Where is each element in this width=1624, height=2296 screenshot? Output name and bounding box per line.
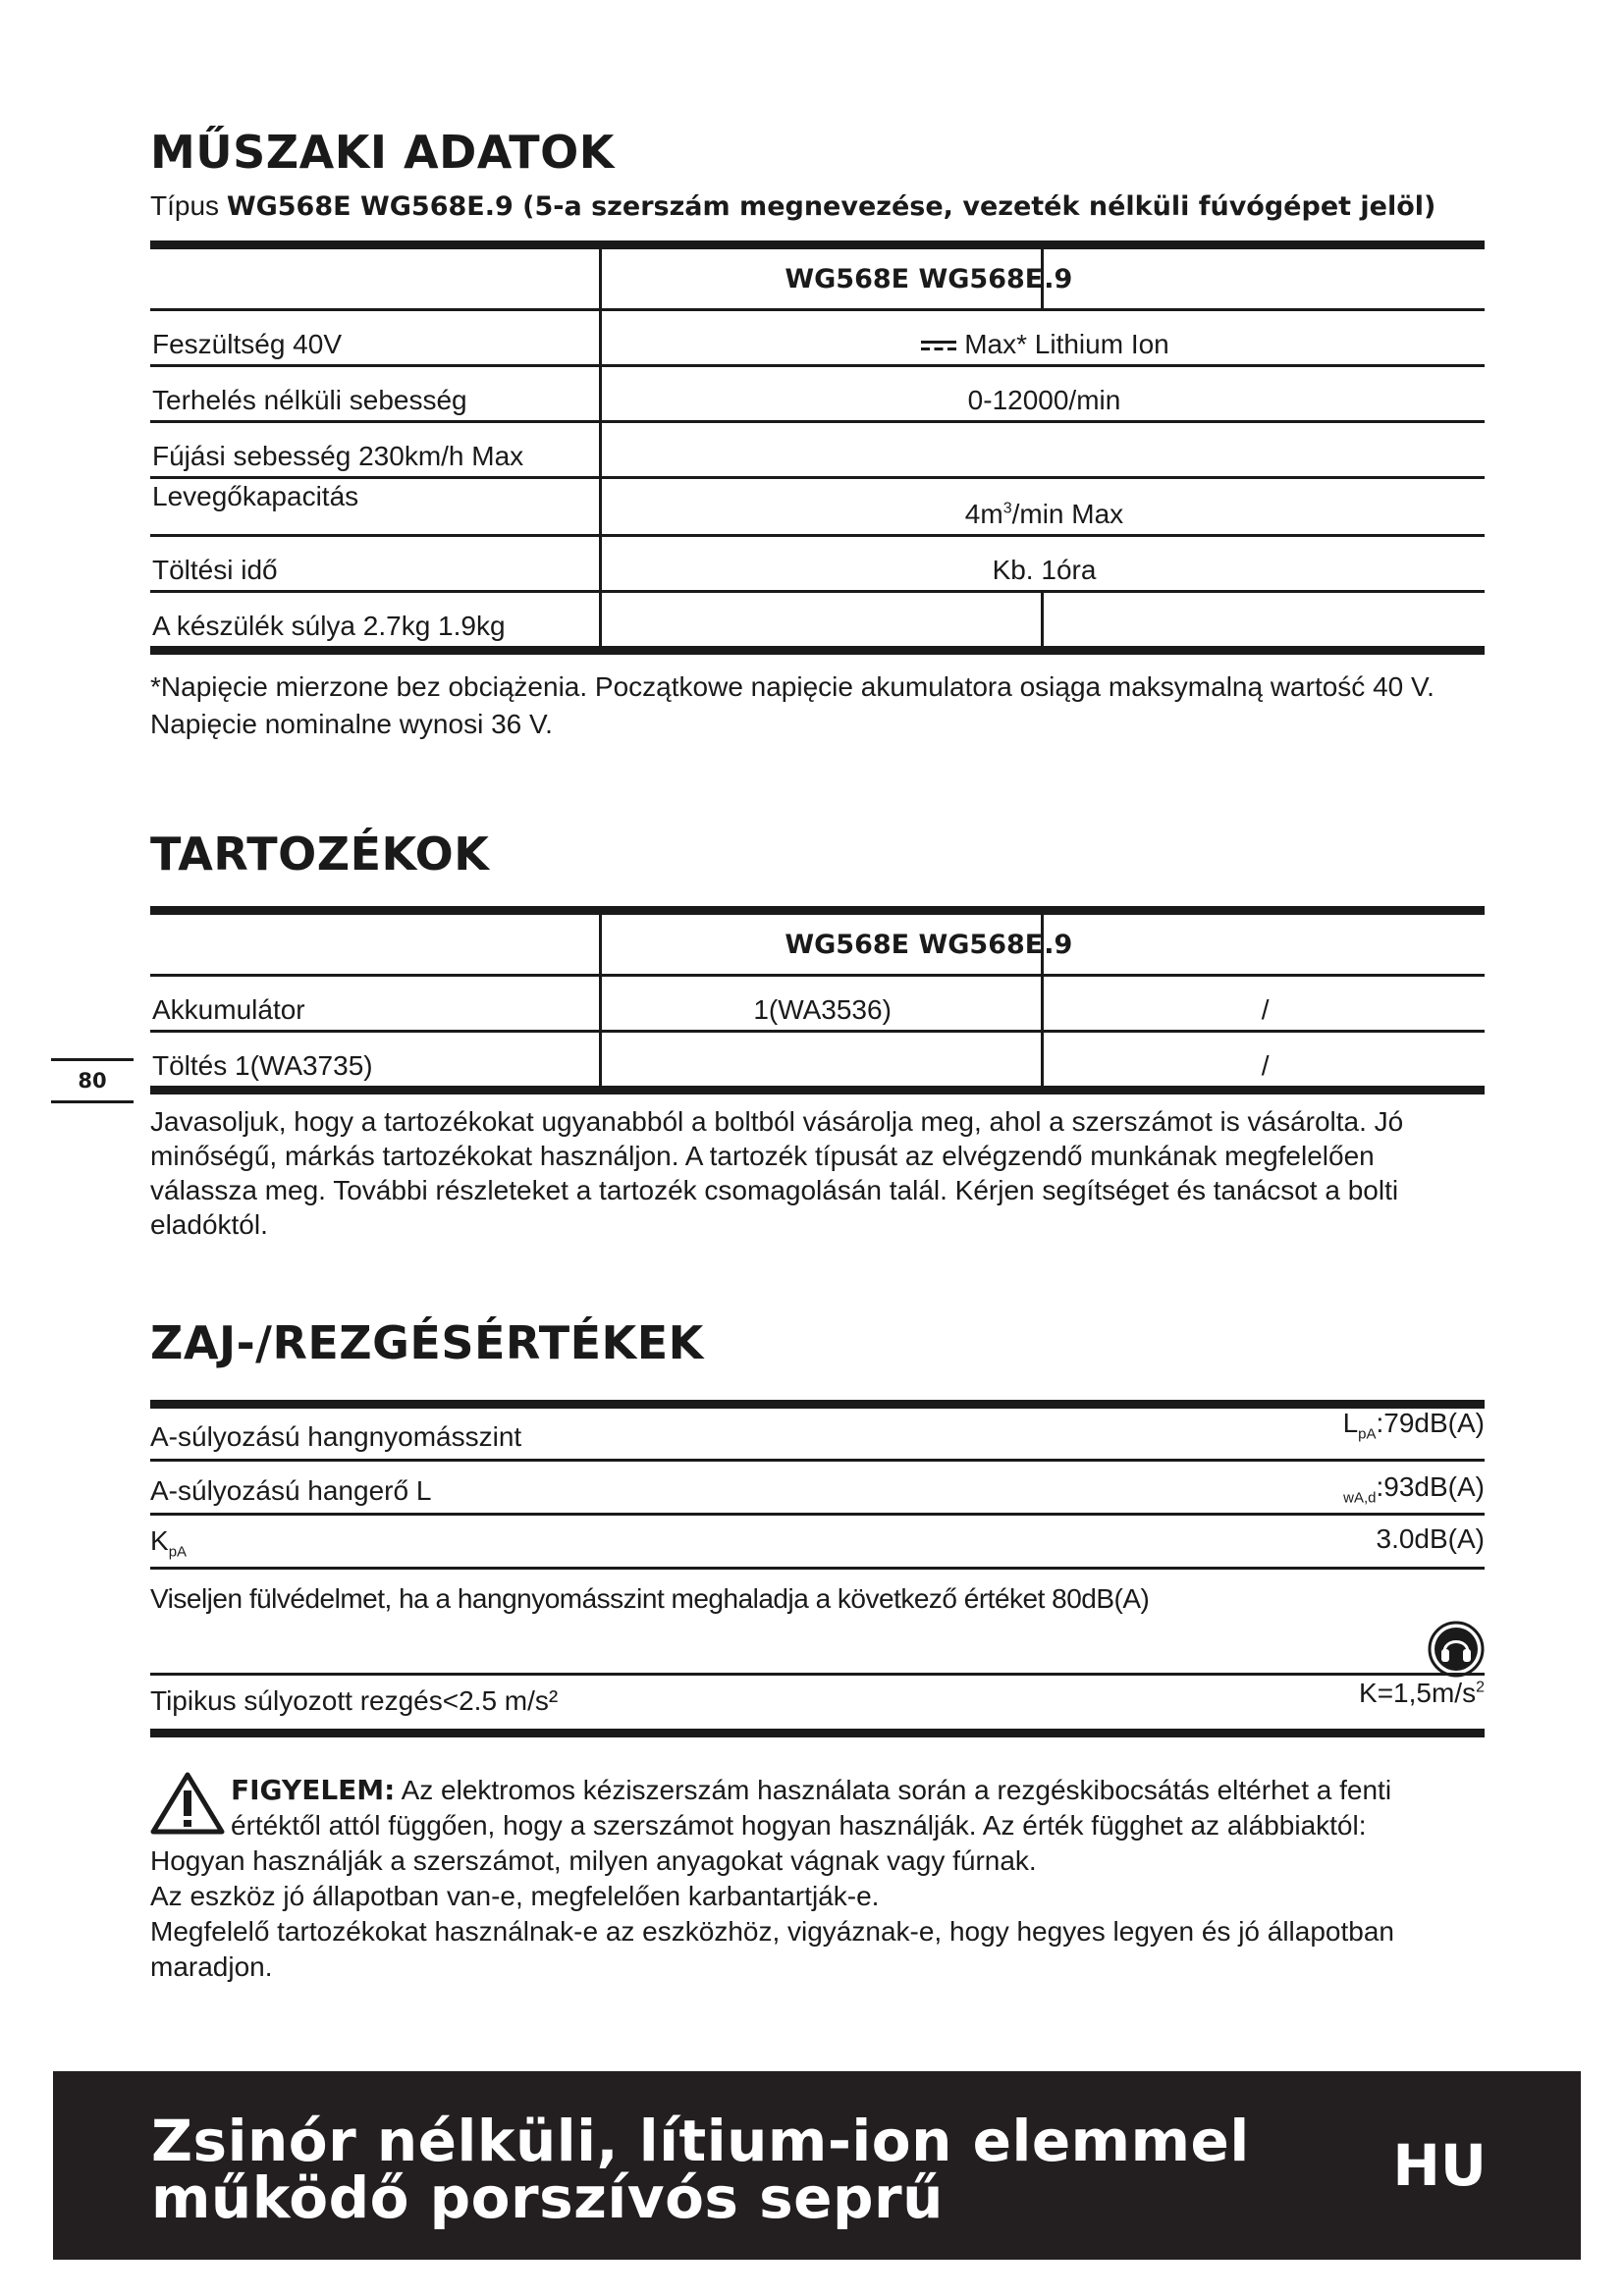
row-value: 0-12000/min (601, 365, 1486, 421)
accessories-advice: Javasoljuk, hogy a tartozékokat ugyanabból a boltból vásárolja meg, ahol a szerszámot is vásárolta. Jó minőségű, márkás tartozékokat használjon. A tartozék típusát az elvégzendő munkának megfelelően válassza meg. További részleteket a tartozék csomagolásán talál. Kérjen segítséget és tanácsot a bolti eladóktól. (150, 1106, 1404, 1241)
row-label: $K_{pA}$ (150, 1525, 188, 1561)
row-value: $K=1,5m/s^2$ (1359, 1677, 1485, 1708)
type-bold: WG568E WG568E.9 (5-a szerszám megnevezése, vezeték nélküli fúvógépet jelöl) (226, 190, 1436, 222)
table-row (150, 976, 1485, 1032)
row-label: Feszültség 40V (150, 309, 601, 365)
footer-banner (53, 2071, 1581, 2260)
accessories-model-header-a: WG568E WG568E (785, 930, 1044, 961)
table-row (150, 591, 1485, 650)
warning-line: Az eszköz jó állapotban van-e, megfelelően karbantartják-e. (150, 1880, 880, 1911)
page-number-marker (51, 1058, 134, 1103)
dc-symbol-icon (919, 329, 964, 359)
row-label: Akkumulátor (150, 976, 601, 1032)
row-label: Viseljen fülvédelmet, ha a hangnyomásszint meghaladja a következő értéket 80dB(A) (150, 1582, 1150, 1614)
noise-row-ear-protection (150, 1567, 1485, 1673)
page-content (150, 128, 1485, 1985)
warning-intro: Az elektromos kéziszerszám használata során a rezgéskibocsátás eltérhet a fenti értéktől attól függően, hogy a szerszámot hogyan használják. Az érték függhet az alábbiaktól: (231, 1774, 1392, 1841)
table-row (150, 535, 1485, 591)
warning-label: FIGYELEM: (231, 1773, 396, 1806)
accessories-table (150, 906, 1485, 1095)
row-label: Levegőkapacitás (150, 477, 601, 535)
specs-model-header-a: WG568E WG568E (785, 263, 1044, 294)
accessories-model-header-b: .9 (1044, 930, 1073, 961)
footer-title: Zsinór nélküli, lítium-ion elemmel működő porszívós seprű (151, 2108, 1250, 2231)
warning-block (150, 1773, 1485, 1985)
specs-model-header-b: .9 (1044, 263, 1073, 294)
row-col-a (601, 1032, 1043, 1091)
specs-footnote: *Napięcie mierzone bez obciążenia. Początkowe napięcie akumulatora osiąga maksymalną wartość 40 V. Napięcie nominalne wynosi 36 V. (150, 670, 1435, 739)
type-prefix: Típus (150, 189, 227, 221)
row-value: $_{wA,d}$:93dB(A) (1343, 1471, 1485, 1507)
warning-line: Hogyan használják a szerszámot, milyen anyagokat vágnak vagy fúrnak. (150, 1844, 1037, 1876)
warning-triangle-icon (150, 1771, 225, 1836)
specs-type (150, 189, 1485, 223)
noise-row-uncertainty (150, 1513, 1485, 1567)
row-value-b (1043, 591, 1485, 650)
row-value-a (601, 591, 1043, 650)
row-label: A-súlyozású hangnyomásszint (150, 1420, 522, 1452)
accessories-title: TARTOZÉKOK (150, 827, 490, 881)
row-label: Tipikus súlyozott rezgés<2.5 m/s² (150, 1684, 559, 1716)
noise-title: ZAJ-/REZGÉSÉRTÉKEK (150, 1316, 704, 1370)
row-col-a: 1(WA3536) (601, 976, 1043, 1032)
warning-line: Megfelelő tartozékokat használnak-e az eszközhöz, vigyáznak-e, hogy hegyes legyen és jó állapotban maradjon. (150, 1915, 1394, 1982)
row-label: A-súlyozású hangerő L (150, 1474, 432, 1506)
specs-title: MŰSZAKI ADATOK (150, 126, 615, 179)
row-label: Fújási sebesség 230km/h Max (150, 421, 601, 477)
noise-row-sound-power (150, 1459, 1485, 1513)
table-row (150, 309, 1485, 365)
row-value: Max* Lithium Ion (964, 328, 1169, 359)
noise-table (150, 1400, 1485, 1737)
table-row (150, 365, 1485, 421)
language-code: HU (1392, 2132, 1487, 2199)
row-value: $4m^3/\min$ Max (601, 477, 1486, 535)
row-value: 3.0dB(A) (1376, 1522, 1485, 1554)
table-row (150, 477, 1485, 535)
specs-header-row (150, 244, 1485, 309)
specs-table (150, 240, 1485, 655)
table-row (150, 1032, 1485, 1091)
page-number: 80 (78, 1069, 107, 1093)
row-col-b: / (1043, 1032, 1485, 1091)
accessories-header-row (150, 911, 1485, 976)
noise-row-sound-pressure (150, 1400, 1485, 1459)
row-value: $L_{pA}:79dB(A)$ (1342, 1408, 1485, 1443)
row-value (601, 421, 1486, 477)
row-value: Kb. 1óra (601, 535, 1486, 591)
row-label: Töltés 1(WA3735) (150, 1032, 601, 1091)
row-label: Töltési idő (150, 535, 601, 591)
ear-protection-icon (1428, 1621, 1485, 1684)
row-col-b: / (1043, 976, 1485, 1032)
table-row (150, 421, 1485, 477)
row-label: Terhelés nélküli sebesség (150, 365, 601, 421)
row-label: A készülék súlya 2.7kg 1.9kg (150, 591, 601, 650)
